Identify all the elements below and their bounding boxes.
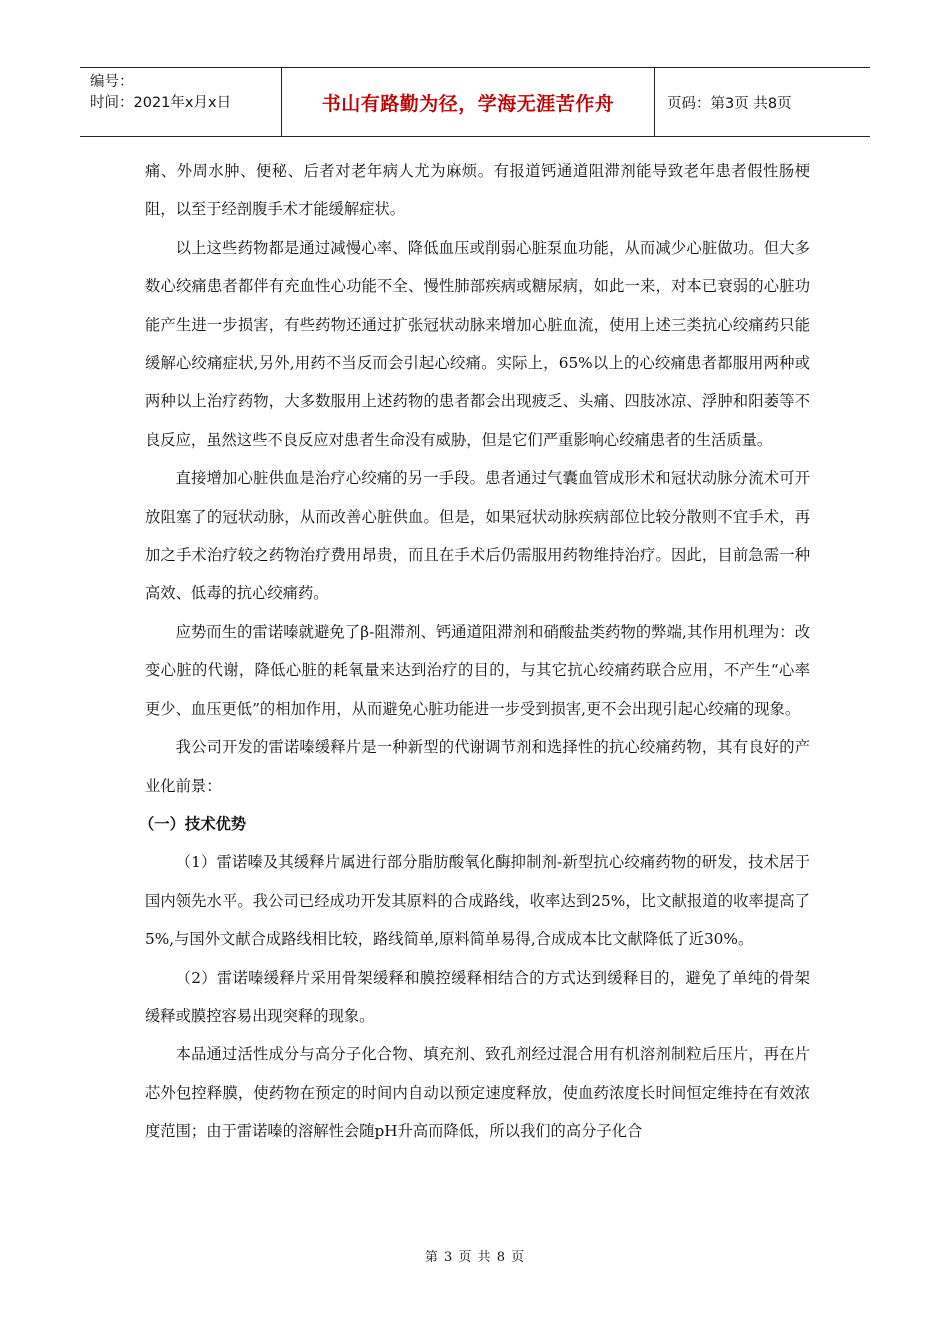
page-header — [80, 67, 870, 137]
header-motto: 书山有路勤为径，学海无涯苦作舟 — [282, 68, 655, 136]
header-meta — [80, 68, 282, 136]
paragraph: 以上这些药物都是通过减慢心率、降低血压或削弱心脏泵血功能，从而减少心脏做功。但大多数心绞痛患者都伴有充血性心功能不全、慢性肺部疾病或糖尿病，如此一来，对本已衰弱的心脏功能产生进一步损害，有些药物还通过扩张冠状动脉来增加心脏血流，使用上述三类抗心绞痛药只能缓解心绞痛症状,另外,用药不当反而会引起心绞痛。实际上，65%以上的心绞痛患者都服用两种或两种以上治疗药物，大多数服用上述药物的患者都会出现疲乏、头痛、四肢冰凉、浮肿和阳萎等不良反应，虽然这些不良反应对患者生命没有威胁，但是它们严重影响心绞痛患者的生活质量。 — [145, 238, 810, 449]
paragraph-continuation: 痛、外周水肿、便秘、后者对老年病人尤为麻烦。有报道钙通道阻滞剂能导致老年患者假性肠梗阻，以至于经剖腹手术才能缓解症状。 — [145, 162, 810, 219]
paragraph: 我公司开发的雷诺嗪缓释片是一种新型的代谢调节剂和选择性的抗心绞痛药物，其有良好的产业化前景： — [145, 738, 810, 795]
document-body — [139, 152, 810, 1151]
page-footer: 第 3 页 共 8 页 — [424, 1250, 526, 1265]
section-heading: （一）技术优势 — [139, 814, 247, 833]
paragraph: （1）雷诺嗪及其缓释片属进行部分脂肪酸氧化酶抑制剂-新型抗心绞痛药物的研发，技术居于国内领先水平。我公司已经成功开发其原料的合成路线，收率达到25%，比文献报道的收率提高了5%,与国外文献合成路线相比较，路线简单,原料简单易得,合成成本比文献降低了近30%。 — [145, 853, 810, 949]
header-page-info: 页码：第3页 共8页 — [667, 95, 792, 112]
document-date: 时间：2021年x月x日 — [90, 95, 232, 111]
paragraph: 本品通过活性成分与高分子化合物、填充剂、致孔剂经过混合用有机溶剂制粒后压片，再在片芯外包控释膜，使药物在预定的时间内自动以预定速度释放，使血药浓度长时间恒定维持在有效浓度范围；由于雷诺嗪的溶解性会随pH升高而降低，所以我们的高分子化合 — [145, 1045, 810, 1141]
paragraph: （2）雷诺嗪缓释片采用骨架缓释和膜控缓释相结合的方式达到缓释目的，避免了单纯的骨架缓释或膜控容易出现突释的现象。 — [145, 968, 810, 1025]
paragraph: 应势而生的雷诺嗪就避免了β-阻滞剂、钙通道阻滞剂和硝酸盐类药物的弊端,其作用机理为：改变心脏的代谢，降低心脏的耗氧量来达到治疗的目的，与其它抗心绞痛药联合应用，不产生“心率更少、血压更低”的相加作用，从而避免心脏功能进一步受到损害,更不会出现引起心绞痛的现象。 — [145, 622, 810, 718]
paragraph: 直接增加心脏供血是治疗心绞痛的另一手段。患者通过气囊血管成形术和冠状动脉分流术可开放阻塞了的冠状动脉，从而改善心脏供血。但是，如果冠状动脉疾病部位比较分散则不宜手术，再加之手术治疗较之药物治疗费用昂贵，而且在手术后仍需服用药物维持治疗。因此，目前急需一种高效、低毒的抗心绞痛药。 — [145, 469, 810, 603]
document-number-label: 编号： — [90, 74, 134, 90]
